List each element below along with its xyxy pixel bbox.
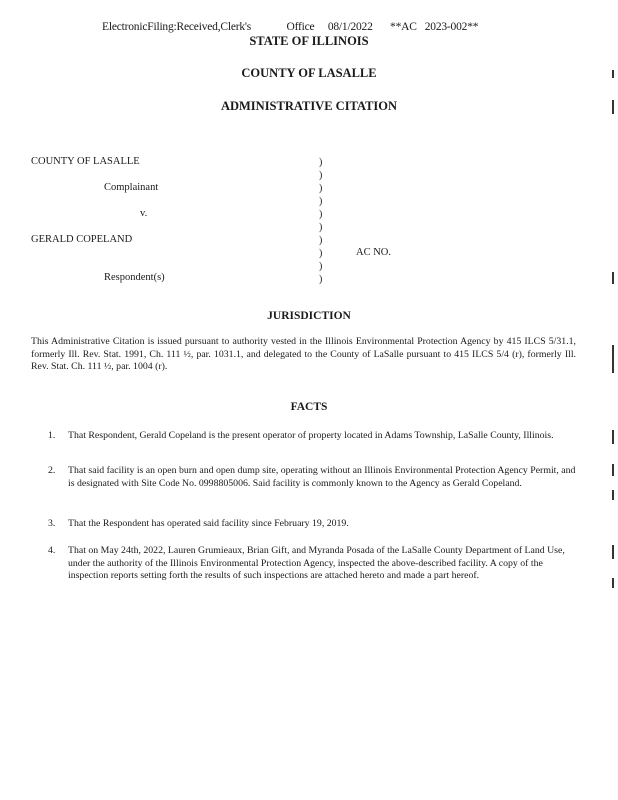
paren: ) [319, 222, 323, 233]
complainant-label: Complainant [104, 182, 159, 193]
scan-edge-mark [612, 464, 614, 476]
fact-text: That on May 24th, 2022, Lauren Grumieaux, Brian Gift, and Myranda Posada of the LaSalle County Department of Land Use, under the authority of the Illinois Environmental Protection Agency, inspected the above-described facility. A copy of the inspection reports setting forth the results of such inspections are attached hereto and made a part hereof. [68, 545, 565, 581]
scan-edge-mark [612, 70, 614, 78]
paren: ) [319, 274, 323, 285]
plaintiff-name: COUNTY OF LASALLE [31, 156, 140, 167]
jurisdiction-heading: JURISDICTION [267, 310, 351, 322]
versus-label: v. [140, 208, 148, 219]
scan-edge-mark [612, 490, 614, 500]
caption-parentheses [319, 156, 322, 286]
fact-number: 4. [48, 545, 56, 556]
paren: ) [319, 235, 323, 246]
paren: ) [319, 261, 323, 272]
paren: ) [319, 248, 323, 259]
respondent-name: GERALD COPELAND [31, 234, 133, 245]
ac-number-label: AC NO. [356, 247, 392, 258]
fact-number: 3. [48, 518, 56, 529]
document-title: ADMINISTRATIVE CITATION [220, 99, 398, 113]
scan-edge-mark [612, 272, 614, 284]
paren: ) [319, 157, 323, 168]
fact-number: 1. [48, 430, 56, 441]
scan-edge-mark [612, 345, 614, 373]
case-number: **AC 2023-002** [390, 21, 479, 33]
fact-text: That the Respondent has operated said facility since February 19, 2019. [68, 518, 349, 529]
facts-heading: FACTS [290, 401, 328, 413]
county-title: COUNTY OF LASALLE [241, 66, 377, 80]
paren: ) [319, 183, 323, 194]
scan-edge-mark [612, 100, 614, 114]
scan-edge-mark [612, 430, 614, 444]
filing-header [102, 21, 478, 33]
fact-text: That said facility is an open burn and open dump site, operating without an Illinois Environmental Protection Agency Permit, and is designated with Site Code No. 0998805006. Said facility is commonly known to the Agency as Gerald Copeland. [68, 465, 576, 489]
jurisdiction-text: This Administrative Citation is issued pursuant to authority vested in the Illinois Environmental Protection Agency by 415 ILCS 5/31.1, formerly Ill. Rev. Stat. 1991, Ch. 111 ½, par. 1031.1, and delegated to the County of LaSalle pursuant to 415 ILCS 5/4 (r), formerly Ill. Rev. Stat. Ch. 111 ½, par. 1004 (r). [31, 336, 576, 372]
paren: ) [319, 209, 323, 220]
filing-office: Office [286, 21, 315, 33]
respondent-label: Respondent(s) [104, 272, 165, 283]
scan-edge-mark [612, 545, 614, 559]
fact-text: That Respondent, Gerald Copeland is the present operator of property located in Adams Township, LaSalle County, Illinois. [68, 430, 554, 441]
paren: ) [319, 170, 323, 181]
fact-number: 2. [48, 465, 56, 476]
scan-edge-mark [612, 578, 614, 588]
state-title: STATE OF ILLINOIS [249, 34, 369, 48]
filing-label: ElectronicFiling:Received,Clerk's [102, 21, 252, 33]
filing-date: 08/1/2022 [327, 21, 373, 33]
paren: ) [319, 196, 323, 207]
